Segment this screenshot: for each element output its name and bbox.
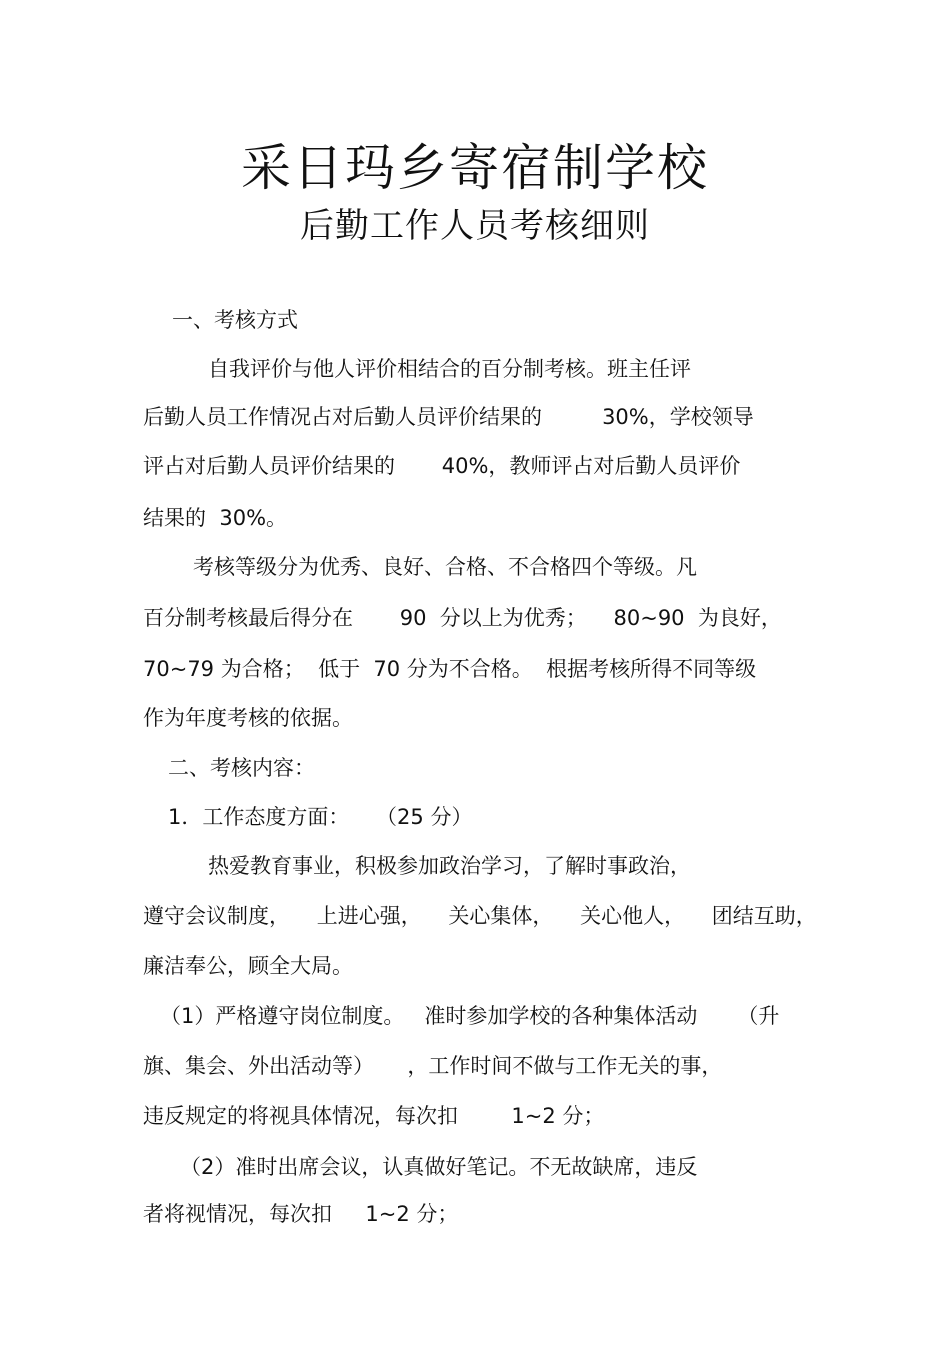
paragraph-line: 作为年度考核的依据。 [143, 706, 353, 730]
section-heading-2: 二、考核内容： [168, 756, 315, 780]
document-subtitle: 后勤工作人员考核细则 [300, 206, 650, 246]
document-title: 采日玛乡寄宿制学校 [241, 139, 709, 197]
paragraph-line: 廉洁奉公，顾全大局。 [143, 954, 353, 978]
paragraph-line: 自我评价与他人评价相结合的百分制考核。班主任评 [208, 357, 691, 381]
paragraph-line: 70~79 为合格； 低于 70 分为不合格。 根据考核所得不同等级 [143, 657, 757, 681]
paragraph-line: 考核等级分为优秀、良好、合格、不合格四个等级。凡 [193, 555, 697, 579]
paragraph-line: 旗、集会、外出活动等） ，工作时间不做与工作无关的事， [143, 1054, 723, 1078]
paragraph-line: （2）准时出席会议，认真做好笔记。不无故缺席，违反 [180, 1155, 698, 1179]
paragraph-line: 结果的 30%。 [143, 506, 288, 530]
paragraph-line: 百分制考核最后得分在 90 分以上为优秀； 80~90 为良好， [143, 606, 782, 630]
section-heading-1: 一、考核方式 [172, 308, 298, 332]
paragraph-line: 后勤人员工作情况占对后勤人员评价结果的 30%，学校领导 [143, 405, 754, 429]
paragraph-line: 者将视情况，每次扣 1~2 分； [143, 1202, 459, 1226]
paragraph-line: 违反规定的将视具体情况，每次扣 1~2 分； [143, 1104, 605, 1128]
paragraph-line: （1）严格遵守岗位制度。 准时参加学校的各种集体活动 （升 [160, 1004, 780, 1028]
paragraph-line: 热爱教育事业，积极参加政治学习，了解时事政治， [208, 854, 691, 878]
paragraph-line: 遵守会议制度， 上进心强， 关心集体， 关心他人， 团结互助， [143, 904, 817, 928]
subsection-heading: 1．工作态度方面： （25 分） [168, 805, 473, 829]
paragraph-line: 评占对后勤人员评价结果的 40%，教师评占对后勤人员评价 [143, 454, 741, 478]
